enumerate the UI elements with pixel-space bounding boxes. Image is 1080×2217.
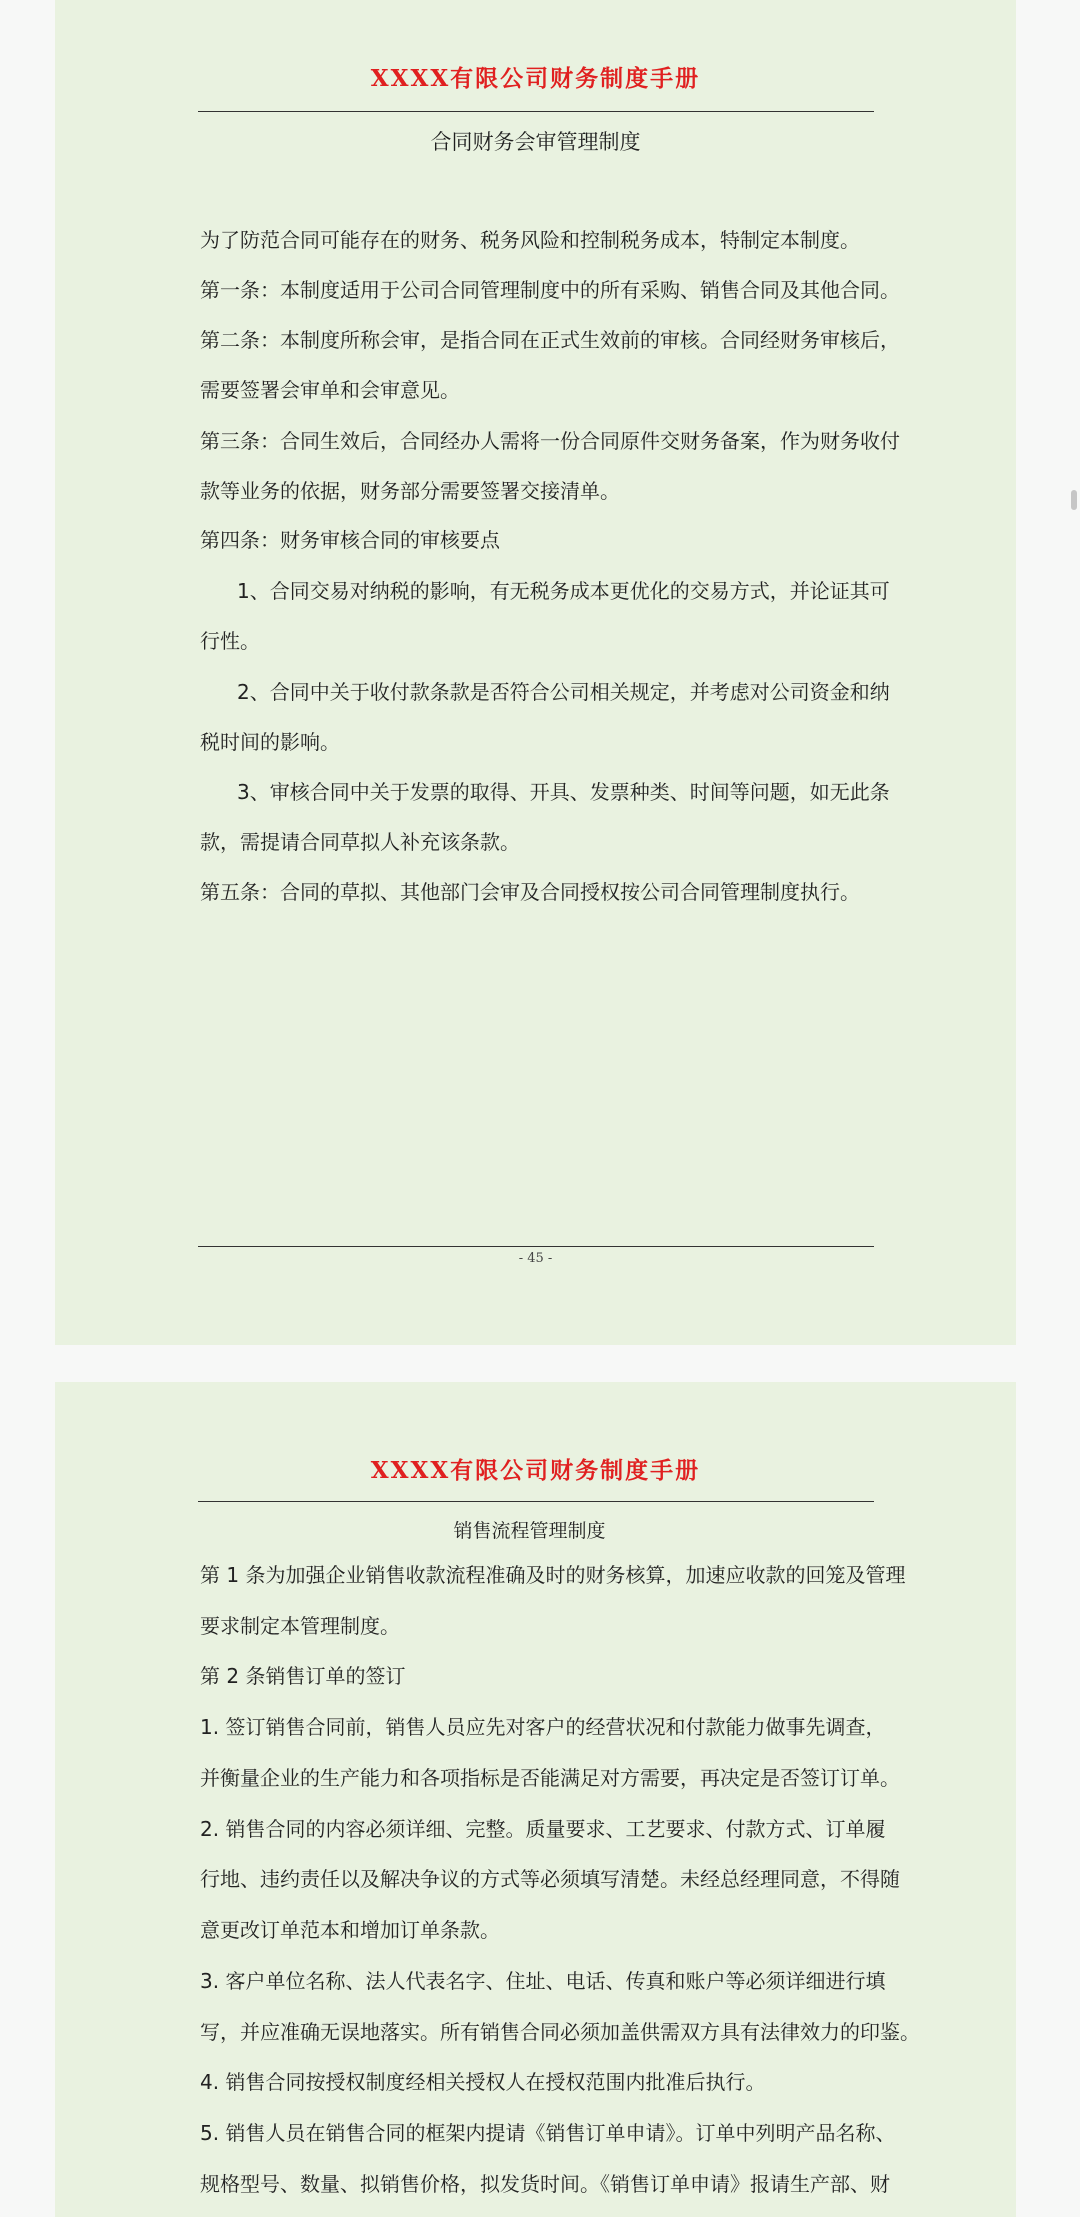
list-item-line: 5. 销售人员在销售合同的框架内提请《销售订单申请》。订单中列明产品名称、 [200,2121,896,2145]
paragraph-line: 要求制定本管理制度。 [200,1614,400,1638]
scrollbar-thumb[interactable] [1071,490,1077,510]
section-title: 销售流程管理制度 [453,1520,606,1542]
paragraph-line: 款，需提请合同草拟人补充该条款。 [200,830,520,854]
page-number: - 45 - [518,1251,553,1266]
document-page-45 [55,0,1016,1345]
paragraph-line: 第四条：财务审核合同的审核要点 [200,528,500,552]
footer-rule [198,1246,874,1247]
paragraph-line: 规格型号、数量、拟销售价格，拟发货时间。《销售订单申请》报请生产部、财 [200,2172,890,2196]
list-item-line: 1、合同交易对纳税的影响，有无税务成本更优化的交易方式，并论证其可 [237,579,890,603]
header-rule [198,111,874,112]
paragraph-line: 税时间的影响。 [200,730,340,754]
paragraph-line: 行性。 [200,629,260,653]
document-page-46 [55,1382,1016,2217]
paragraph-line: 为了防范合同可能存在的财务、税务风险和控制税务成本，特制定本制度。 [200,228,860,252]
list-item-line: 3、审核合同中关于发票的取得、开具、发票种类、时间等问题，如无此条 [237,780,890,804]
paragraph-line: 并衡量企业的生产能力和各项指标是否能满足对方需要，再决定是否签订订单。 [200,1766,900,1790]
paragraph-line: 第 1 条为加强企业销售收款流程准确及时的财务核算，加速应收款的回笼及管理 [200,1563,906,1587]
paragraph-line: 第一条：本制度适用于公司合同管理制度中的所有采购、销售合同及其他合同。 [200,278,900,302]
paragraph-line: 意更改订单范本和增加订单条款。 [200,1918,500,1942]
paragraph-line: 第五条：合同的草拟、其他部门会审及合同授权按公司合同管理制度执行。 [200,880,860,904]
list-item-line: 2. 销售合同的内容必须详细、完整。质量要求、工艺要求、付款方式、订单履 [200,1817,886,1841]
paragraph-line: 需要签署会审单和会审意见。 [200,378,460,402]
paragraph-line: 款等业务的依据，财务部分需要签署交接清单。 [200,479,620,503]
paragraph-line: 第 2 条销售订单的签订 [200,1664,406,1688]
paragraph-line: 第二条：本制度所称会审，是指合同在正式生效前的审核。合同经财务审核后， [200,328,900,352]
section-title: 合同财务会审管理制度 [430,130,641,154]
list-item-line: 3. 客户单位名称、法人代表名字、住址、电话、传真和账户等必须详细进行填 [200,1969,886,1993]
list-item-line: 2、合同中关于收付款条款是否符合公司相关规定，并考虑对公司资金和纳 [237,680,890,704]
list-item-line: 4. 销售合同按授权制度经相关授权人在授权范围内批准后执行。 [200,2070,766,2094]
paragraph-line: 第三条：合同生效后，合同经办人需将一份合同原件交财务备案，作为财务收付 [200,429,900,453]
header-rule [198,1501,874,1502]
paragraph-line: 行地、违约责任以及解决争议的方式等必须填写清楚。未经总经理同意，不得随 [200,1867,900,1891]
paragraph-line: 写，并应准确无误地落实。所有销售合同必须加盖供需双方具有法律效力的印鉴。 [200,2020,920,2044]
page-header-title: XXXX有限公司财务制度手册 [370,65,701,92]
page-header-title: XXXX有限公司财务制度手册 [370,1457,701,1484]
list-item-line: 1. 签订销售合同前，销售人员应先对客户的经营状况和付款能力做事先调查， [200,1715,886,1739]
